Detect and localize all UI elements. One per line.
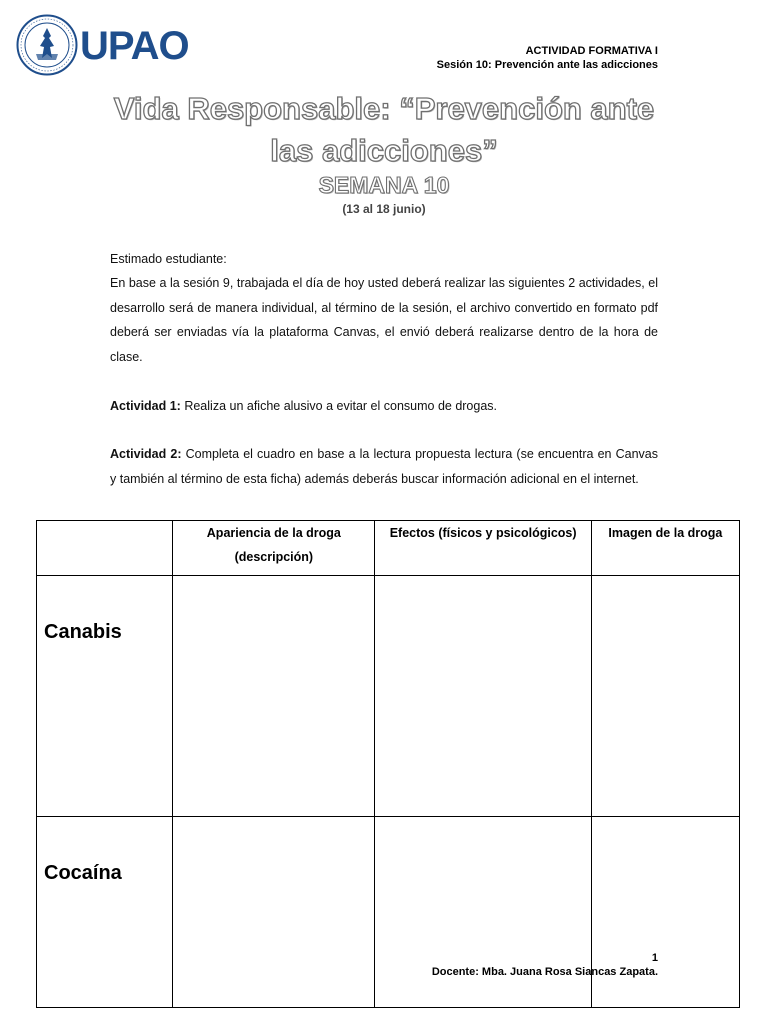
table-header-empty (37, 521, 173, 576)
drug-table (36, 520, 740, 1008)
table-header-appearance: Apariencia de la droga (descripción) (173, 521, 375, 576)
activity-1-text: Realiza un afiche alusivo a evitar el consumo de drogas. (180, 399, 498, 413)
table-row (37, 576, 740, 817)
cell-effects-canabis[interactable] (375, 576, 591, 817)
row-label-canabis: Canabis (37, 576, 173, 817)
header-activity-label: ACTIVIDAD FORMATIVA I (525, 45, 658, 57)
cell-effects-cocaina[interactable] (375, 817, 591, 1008)
date-range: (13 al 18 junio) (342, 202, 426, 216)
cell-appearance-cocaina[interactable] (173, 817, 375, 1008)
upao-logo (14, 12, 189, 80)
cell-image-cocaina[interactable] (591, 817, 739, 1008)
cell-appearance-canabis[interactable] (173, 576, 375, 817)
greeting-text: Estimado estudiante: (110, 252, 227, 266)
activity-2 (110, 442, 658, 491)
table-header-image: Imagen de la droga (591, 521, 739, 576)
table-row (37, 817, 740, 1008)
activity-2-text: Completa el cuadro en base a la lectura propuesta lectura (se encuentra en Canvas y también al término de esta ficha) además deberás buscar información adicional en el internet. (110, 447, 658, 486)
cell-image-canabis[interactable] (591, 576, 739, 817)
table-header-effects: Efectos (físicos y psicológicos) (375, 521, 591, 576)
week-label: SEMANA 10 (318, 172, 450, 198)
intro-paragraph: En base a la sesión 9, trabajada el día de hoy usted deberá realizar las siguientes 2 actividades, el desarrollo será de manera individual, al término de la sesión, el archivo convertido en formato pdf deberá ser enviadas vía la plataforma Canvas, el envió deberá realizarse dentro de la hora de clase. (110, 276, 658, 364)
activity-2-label: Actividad 2: (110, 447, 182, 461)
activity-1-label: Actividad 1: (110, 399, 181, 413)
docente-footer: Docente: Mba. Juana Rosa Siancas Zapata. (431, 966, 658, 978)
page-number: 1 (651, 952, 658, 964)
header-session-label: Sesión 10: Prevención ante las adicciones (436, 59, 658, 71)
page-title: Vida Responsable: “Prevención ante las adicciones” (113, 91, 655, 168)
activity-1 (110, 394, 658, 419)
row-label-cocaina: Cocaína (37, 817, 173, 1008)
logo-wordmark: UPAO (80, 24, 189, 68)
university-seal-icon (16, 14, 78, 76)
